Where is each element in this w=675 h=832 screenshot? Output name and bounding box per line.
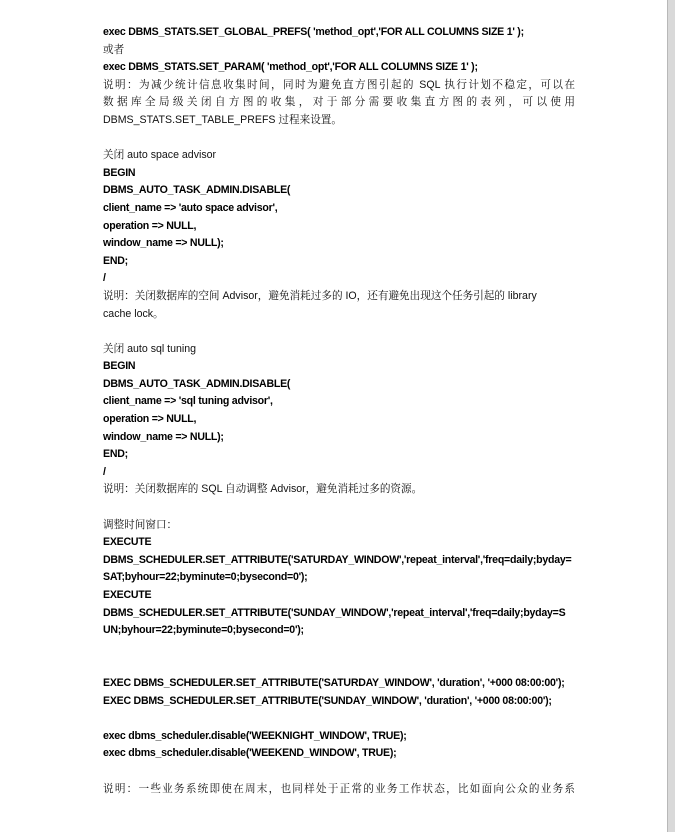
note-text: 说明：一些业务系统即使在周末，也同样处于正常的业务工作状态，比如面向公众的业务系 (103, 782, 575, 795)
code-line: window_name => NULL); (103, 430, 224, 443)
blank-line (103, 130, 575, 148)
section-heading: 关闭 auto space advisor (103, 149, 217, 162)
code-line: SAT;byhour=22;byminute=0;bysecond=0'); (103, 571, 308, 584)
note-text: 说明：关闭数据库的 SQL 自动调整 Advisor，避免消耗过多的资源。 (103, 483, 423, 496)
code-line: UN;byhour=22;byminute=0;bysecond=0'); (103, 624, 304, 637)
note-text: 说明：关闭数据库的空间 Advisor，避免消耗过多的 IO，还有避免出现这个任务引起的 library (103, 289, 537, 302)
page-edge-shadow (668, 0, 675, 832)
code-line: DBMS_SCHEDULER.SET_ATTRIBUTE('SATURDAY_WINDOW','repeat_interval','freq=daily;byday= (103, 553, 572, 566)
section-heading: 调整时间窗口： (103, 518, 178, 531)
blank-line (103, 499, 575, 517)
code-line: END; (103, 448, 128, 461)
code-line: EXECUTE (103, 589, 152, 601)
code-line: / (103, 465, 106, 478)
code-line: BEGIN (103, 166, 136, 179)
code-line: exec DBMS_STATS.SET_PARAM( 'method_opt','FOR ALL COLUMNS SIZE 1' ); (103, 61, 478, 74)
code-line: DBMS_AUTO_TASK_ADMIN.DISABLE( (103, 184, 291, 197)
code-line: exec dbms_scheduler.disable('WEEKEND_WINDOW', TRUE); (103, 747, 397, 760)
code-line: EXEC DBMS_SCHEDULER.SET_ATTRIBUTE('SATURDAY_WINDOW', 'duration', '+000 08:00:00'); (103, 676, 565, 689)
note-text: 说明：为减少统计信息收集时间，同时为避免直方图引起的 SQL 执行计划不稳定，可以在 (103, 78, 575, 91)
note-text: cache lock。 (103, 307, 164, 320)
note-text: DBMS_STATS.SET_TABLE_PREFS 过程来设置。 (103, 113, 342, 126)
document-body (103, 24, 575, 798)
code-line: EXEC DBMS_SCHEDULER.SET_ATTRIBUTE('SUNDAY_WINDOW', 'duration', '+000 08:00:00'); (103, 694, 552, 707)
code-line: DBMS_SCHEDULER.SET_ATTRIBUTE('SUNDAY_WINDOW','repeat_interval','freq=daily;byday=S (103, 606, 566, 619)
text-line: 或者 (103, 43, 125, 56)
code-line: operation => NULL, (103, 413, 197, 426)
note-text: 数据库全局级关闭自方图的收集，对于部分需要收集直方图的表列，可以使用 (103, 96, 575, 109)
code-line: EXECUTE (103, 536, 152, 549)
blank-line (103, 640, 575, 675)
code-line: operation => NULL, (103, 219, 197, 232)
blank-line (103, 323, 575, 341)
code-line: exec DBMS_STATS.SET_GLOBAL_PREFS( 'method_opt','FOR ALL COLUMNS SIZE 1' ); (103, 26, 524, 38)
code-line: client_name => 'auto space advisor', (103, 201, 278, 214)
code-line: END; (103, 254, 128, 267)
blank-line (103, 710, 575, 728)
blank-line (103, 763, 575, 781)
code-line: client_name => 'sql tuning advisor', (103, 395, 273, 408)
code-line: / (103, 272, 106, 285)
section-heading: 关闭 auto sql tuning (103, 342, 197, 355)
code-line: window_name => NULL); (103, 237, 224, 250)
code-line: DBMS_AUTO_TASK_ADMIN.DISABLE( (103, 377, 291, 390)
code-line: exec dbms_scheduler.disable('WEEKNIGHT_WINDOW', TRUE); (103, 729, 407, 742)
code-line: BEGIN (103, 360, 136, 373)
